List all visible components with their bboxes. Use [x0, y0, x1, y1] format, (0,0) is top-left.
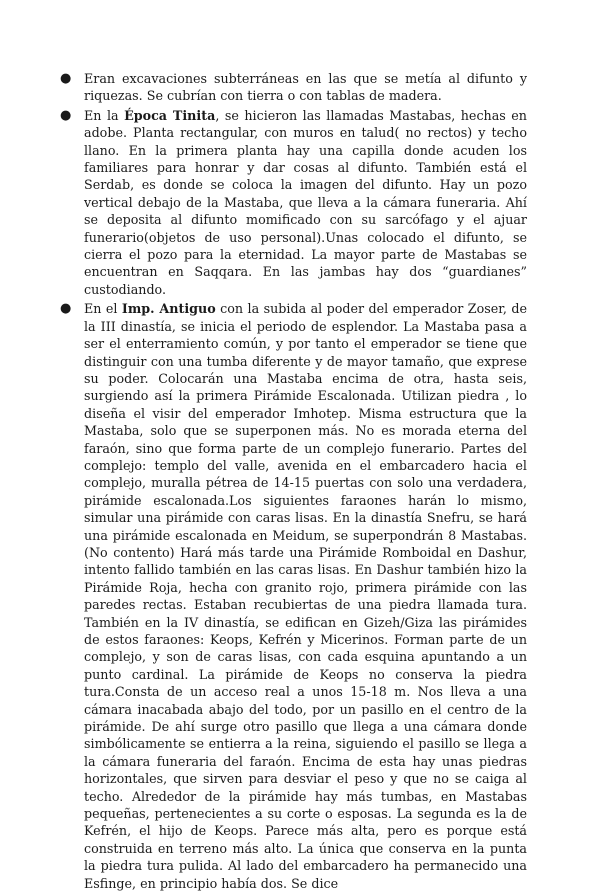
list-item [60, 300, 528, 892]
bullet-icon: ● [60, 71, 72, 86]
paragraph [84, 70, 527, 105]
text-run: En el [84, 301, 122, 317]
text-run: Eran excavaciones subterráneas en las que se metía al difunto y riquezas. Se cubrían con tierra o con tablas de madera. [84, 71, 527, 104]
text-run: con la subida al poder del emperador Zoser, de la III dinastía, se inicia el periodo de esplendor. La Mastaba pasa a ser el enterramiento común, y por tanto el emperador se tiene que distinguir con una tumba diferente y de mayor tamaño, que exprese su poder. Colocarán una Mastaba encima de otra, hasta seis, surgiendo así la primera Pirámide Escalonada. Utilizan piedra , lo diseña el visir del emperador Imhotep. Misma estructura que la Mastaba, solo que se superponen más. No es morada eterna del faraón, sino que forma parte de un complejo funerario. Partes del complejo: templo del valle, avenida en el embarcadero hacia el complejo, muralla pétrea de 14-15 puertas con solo una verdadera, pirámide escalonada.Los siguientes faraones harán lo mismo, simular una pirámide con caras lisas. En la dinastía Snefru, se hará una pirámide escalonada en Meidum, se superpondrán 8 Mastabas.(No contento) Hará más tarde una Pirámide Romboidal en Dashur, intento fallido también en las caras lisas. En Dashur también hizo la Pirámide Roja, hecha con granito rojo, primera pirámide con las paredes rectas. Estaban recubiertas de una piedra llamada tura. También en la IV dinastía, se edifican en Gizeh/Giza las pirámides de estos faraones: Keops, Kefrén y Micerinos. Forman parte de un complejo, y son de caras lisas, con cada esquina apuntando a un punto cardinal. La pirámide de Keops no conserva la piedra tura.Consta de un acceso real a unos 15-18 m. Nos lleva a una cámara inacabada abajo del todo, por un pasillo en el centro de la pirámide. De ahí surge otro pasillo que llega a una cámara donde simbólicamente se entierra a la reina, siguiendo el pasillo se llega a la cámara funeraria del faraón. Encima de esta hay unas piedras horizontales, que sirven para desviar el peso y que no se caiga al techo. Alrededor de la pirámide hay más tumbas, en Mastabas pequeñas, pertenecientes a su corte o esposas. La segunda es la de Kefrén, el hijo de Keops. Parece más alta, pero es porque está construida en terreno más alto. La única que conserva en la punta la piedra tura pulida. Al lado del embarcadero ha permanecido una Esfinge, en principio había dos. Se dice [84, 301, 528, 891]
paragraph [84, 300, 527, 892]
text-run: En la [84, 107, 125, 123]
heading-term: Imp. Antiguo [121, 301, 216, 317]
heading-term: Época Tinita [124, 107, 216, 123]
bullet-icon: ● [60, 301, 72, 317]
list-item [60, 107, 527, 298]
document-body [60, 70, 528, 894]
paragraph [84, 107, 527, 298]
bullet-icon: ● [60, 107, 72, 123]
text-run: , se hicieron las llamadas Mastabas, hechas en adobe. Planta rectangular, con muros en talud( no rectos) y techo llano. En la primera planta hay una capilla donde acuden los familiares para honrar y dar cosas al difunto. También está el Serdab, es donde se coloca la imagen del difunto. Hay un pozo vertical debajo de la Mastaba, que lleva a la cámara funeraria. Ahí se deposita al difunto momificado con su sarcófago y el ajuar funerario(objetos de uso personal).Unas colocado el difunto, se cierra el pozo para la eternidad. La mayor parte de Mastabas se encuentran en Saqqara. En las jambas hay dos “guardianes” custodiando. [84, 107, 527, 297]
list-item [60, 70, 527, 105]
